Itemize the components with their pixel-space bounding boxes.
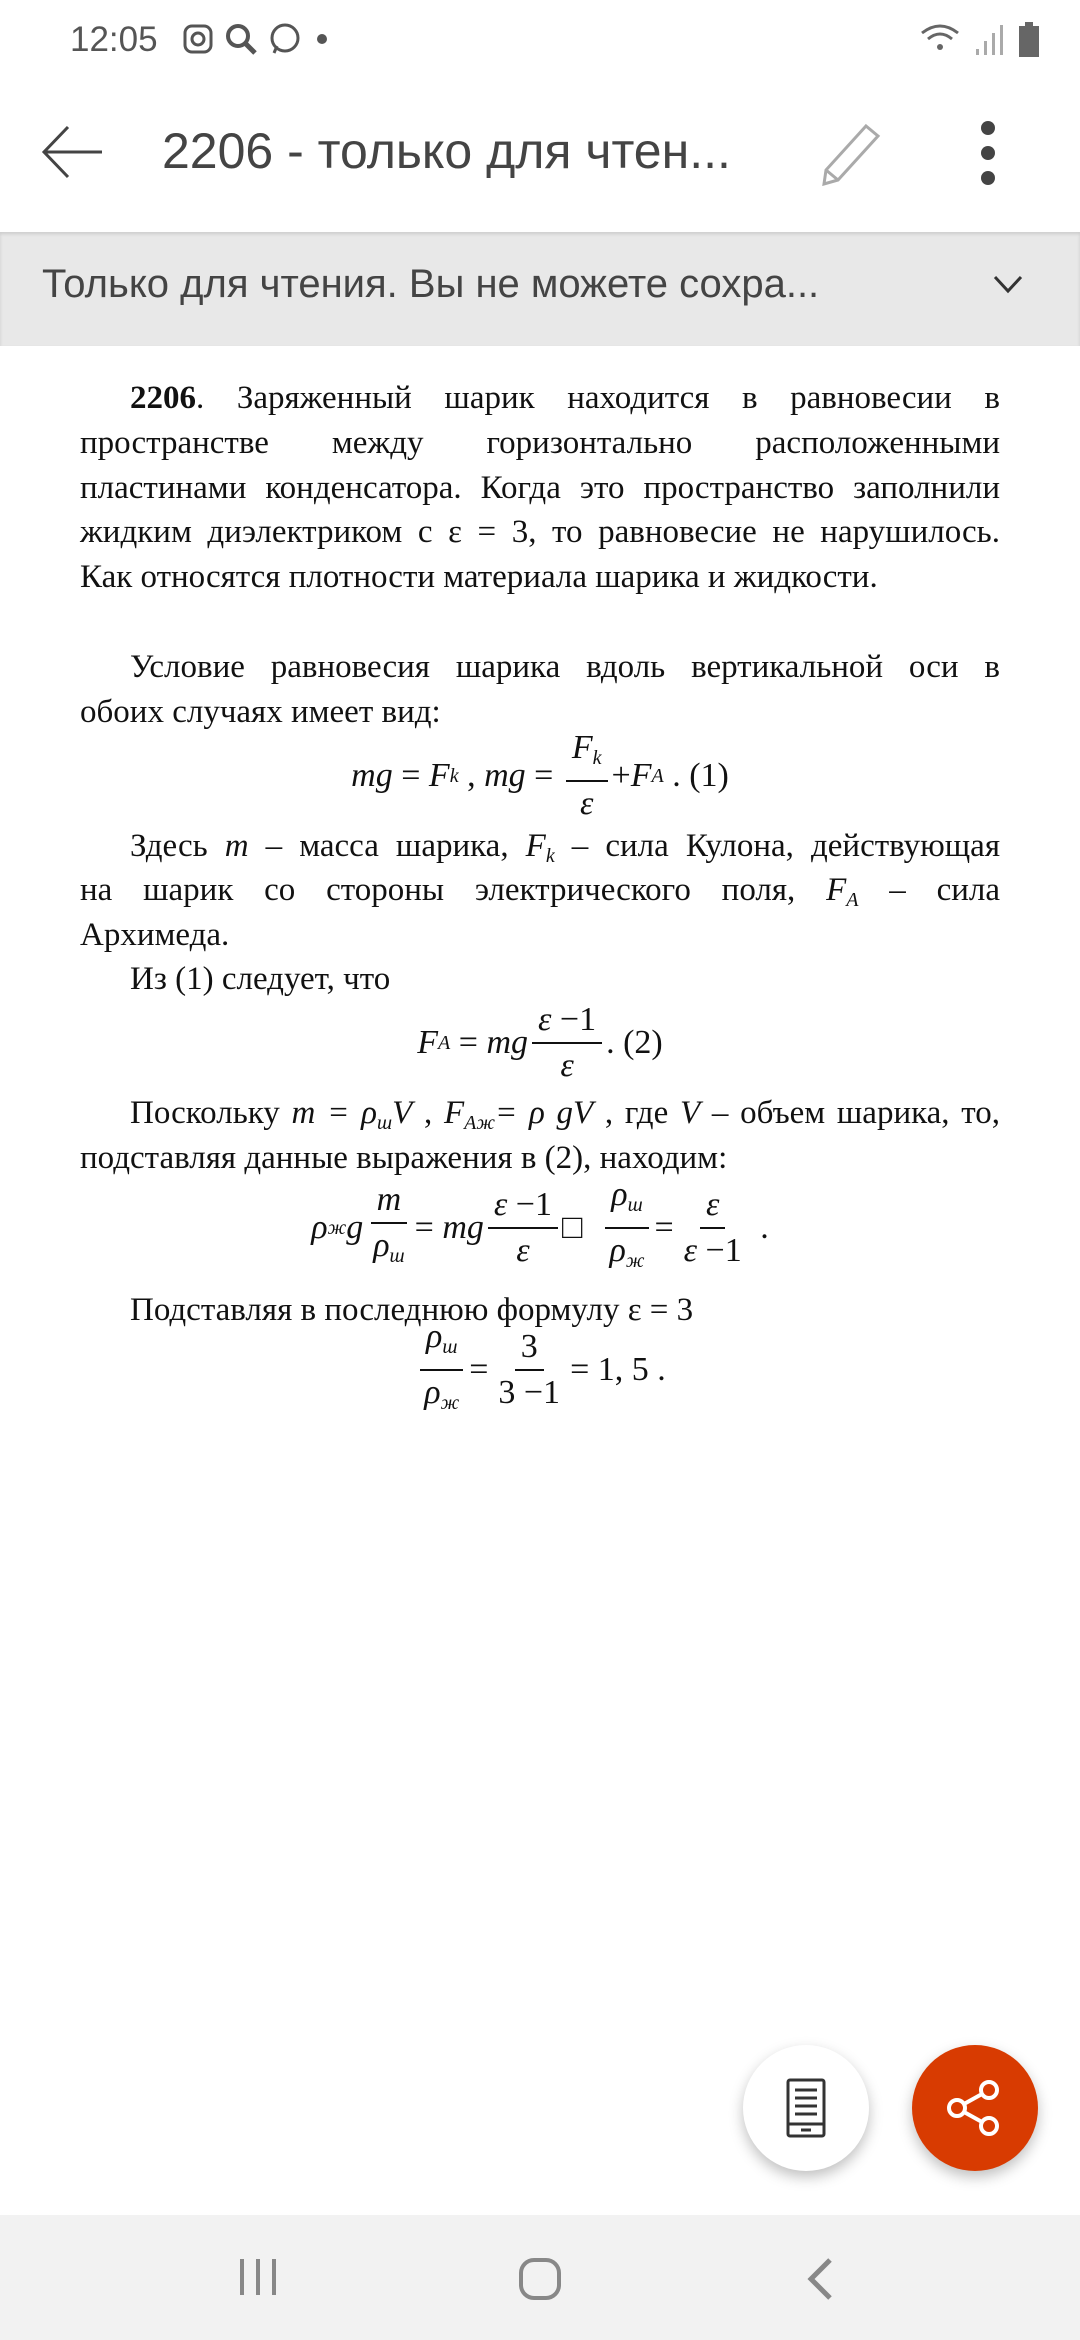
notification-dot-icon	[312, 29, 332, 49]
text-run: ε	[579, 785, 594, 822]
text-run: жидким диэлектриком с ε = 3, то равновесие не нарушилось.	[80, 514, 1000, 550]
text-run: V	[392, 1095, 413, 1131]
mobile-view-icon	[786, 2078, 826, 2138]
back-arrow-icon[interactable]	[40, 125, 104, 179]
denominator	[510, 1229, 535, 1271]
text-run: ,	[412, 1095, 444, 1131]
text-run: =	[654, 1209, 674, 1246]
recent-apps-button[interactable]	[238, 2257, 278, 2302]
text-run: на шарик со стороны электрического поля,	[80, 872, 827, 908]
denominator	[604, 1229, 651, 1281]
text-run: – сила Кулона, действующая	[554, 828, 1000, 864]
text-run: 2206	[130, 380, 196, 416]
text-run: +	[611, 757, 631, 794]
text-run: . (2)	[606, 1024, 663, 1061]
wifi-icon	[920, 23, 960, 57]
system-back-icon	[806, 2257, 834, 2301]
denominator	[678, 1229, 748, 1271]
text-run: .	[751, 1209, 769, 1246]
text-run: = ρ g	[494, 1095, 574, 1131]
search-icon	[224, 22, 258, 56]
text-run: Подставляя в последнюю формулу ε = 3	[130, 1292, 694, 1328]
fraction	[532, 1000, 602, 1086]
fraction	[367, 1180, 410, 1276]
text-run: =	[450, 1024, 487, 1061]
more-options-icon[interactable]	[980, 120, 996, 186]
fraction	[418, 1317, 465, 1423]
text-run: ρ	[426, 1318, 443, 1355]
text-line	[80, 510, 1000, 555]
denominator	[418, 1371, 465, 1423]
text-run: ρ	[424, 1374, 441, 1411]
text-run: Из (1) следует, что	[130, 961, 391, 997]
text-run: F	[525, 828, 546, 864]
denominator	[492, 1371, 566, 1413]
text-run: 3 −1	[498, 1374, 561, 1411]
text-run: ρ	[373, 1227, 390, 1264]
text-run: Условие равновесия шарика вдоль вертикальной оси в	[130, 649, 1000, 685]
text-run: – сила	[858, 872, 1001, 908]
text-run: V	[573, 1095, 594, 1131]
text-run: =	[392, 757, 429, 794]
recent-apps-icon	[238, 2257, 278, 2297]
subscript: ш	[376, 1112, 393, 1134]
text-run: g	[346, 1209, 364, 1246]
text-run: −1	[551, 1001, 597, 1038]
text-run: mg	[351, 757, 393, 794]
text-run: m = ρ	[291, 1095, 377, 1131]
text-run: mg	[484, 757, 526, 794]
fraction	[604, 1175, 651, 1281]
chevron-down-icon[interactable]	[993, 274, 1023, 294]
subscript: k	[592, 747, 602, 769]
numerator	[700, 1185, 725, 1229]
banner-text: Только для чтения. Вы не можете сохра...	[42, 262, 820, 306]
app-bar	[0, 80, 1080, 232]
text-run: □	[561, 1209, 600, 1246]
text-run: . (1)	[663, 757, 729, 794]
formula	[0, 1000, 1080, 1086]
text-run: mg	[442, 1209, 484, 1246]
numerator	[605, 1175, 648, 1229]
text-run: =	[414, 1209, 443, 1246]
numerator	[488, 1185, 558, 1229]
document-title: 2206 - только для чтен...	[162, 123, 731, 179]
subscript: ш	[627, 1194, 643, 1216]
text-run: −1	[697, 1232, 742, 1269]
text-run: ,	[458, 757, 485, 794]
text-run: Здесь	[130, 828, 225, 864]
text-run: – масса шарика,	[248, 828, 526, 864]
text-run: подставляя данные выражения в (2), находим:	[80, 1140, 728, 1176]
status-bar	[0, 0, 1080, 80]
text-run: m	[224, 828, 249, 864]
subscript: k	[545, 845, 555, 867]
signal-icon	[974, 23, 1004, 57]
text-line	[80, 421, 1000, 466]
instagram-icon	[182, 23, 214, 55]
numerator	[515, 1327, 544, 1371]
share-icon	[945, 2078, 1005, 2138]
subscript: ш	[389, 1245, 405, 1267]
text-line	[80, 645, 1000, 690]
numerator	[420, 1317, 463, 1371]
home-button[interactable]	[518, 2257, 562, 2306]
formula	[0, 728, 1080, 824]
text-run: – объем шарика, то,	[700, 1095, 1001, 1131]
text-run: Как относятся плотности материала шарика и жидкости.	[80, 559, 878, 595]
fraction	[492, 1327, 566, 1413]
text-run: пластинами конденсатора. Когда это пространство заполнили	[80, 470, 1000, 506]
fraction	[488, 1185, 558, 1271]
text-run: ε	[705, 1186, 720, 1223]
text-run: ε	[683, 1232, 698, 1269]
text-run: ρ	[609, 1232, 626, 1269]
denominator	[367, 1224, 410, 1276]
home-icon	[518, 2257, 562, 2301]
text-run: F	[826, 872, 847, 908]
subscript: ж	[327, 1216, 347, 1239]
system-back-button[interactable]	[806, 2257, 834, 2306]
numerator	[532, 1000, 602, 1044]
text-run: , где	[593, 1095, 680, 1131]
formula	[0, 1317, 1080, 1423]
text-run: ε	[560, 1047, 574, 1084]
subscript: Aж	[464, 1112, 495, 1134]
denominator	[574, 782, 599, 824]
text-line	[80, 868, 1000, 913]
whatsapp-icon	[268, 22, 302, 56]
text-run: mg	[486, 1024, 528, 1061]
edit-pencil-icon[interactable]	[818, 122, 882, 186]
subscript: ж	[440, 1392, 460, 1414]
text-run: F	[571, 729, 593, 766]
system-nav-bar	[0, 2215, 1080, 2340]
text-run: =	[525, 757, 562, 794]
text-line	[80, 824, 1000, 869]
text-run: ε	[493, 1186, 508, 1223]
text-run: = 1, 5 .	[570, 1351, 666, 1388]
text-line	[80, 376, 1000, 421]
text-run: F	[630, 757, 652, 794]
text-run: 3	[520, 1328, 538, 1365]
numerator	[566, 728, 608, 782]
text-run: F	[428, 757, 450, 794]
subscript: A	[846, 889, 859, 911]
text-run: F	[417, 1024, 439, 1061]
subscript: ж	[625, 1250, 645, 1272]
fraction	[678, 1185, 748, 1271]
text-run: ρ	[611, 1176, 628, 1213]
text-run: ε	[516, 1232, 530, 1269]
subscript: ш	[442, 1336, 458, 1358]
text-run: V	[679, 1095, 701, 1131]
subscript: A	[438, 1031, 451, 1054]
text-line	[80, 957, 1000, 1002]
status-time: 12:05	[70, 20, 158, 59]
text-line	[80, 913, 1000, 958]
formula	[0, 1175, 1080, 1281]
text-run: Архимеда.	[80, 917, 230, 953]
text-run: −1	[507, 1186, 552, 1223]
numerator	[371, 1180, 408, 1224]
denominator	[554, 1044, 579, 1086]
text-line	[80, 466, 1000, 511]
text-run: F	[443, 1095, 465, 1131]
text-run: . Заряженный шарик находится в равновесии в	[196, 380, 1000, 416]
read-only-banner[interactable]	[0, 232, 1080, 346]
subscript: A	[651, 764, 664, 787]
text-run: Поскольку	[130, 1095, 292, 1131]
text-run: пространстве между горизонтально расположенными	[80, 425, 1000, 461]
text-run: =	[469, 1351, 489, 1388]
fraction	[566, 728, 608, 824]
text-run: ρ	[311, 1209, 328, 1246]
reading-view-button[interactable]	[743, 2045, 869, 2171]
subscript: k	[449, 764, 459, 787]
text-run: m	[376, 1181, 402, 1218]
text-line	[80, 555, 1000, 600]
text-run: ε	[538, 1001, 552, 1038]
text-run: обоих случаях имеет вид:	[80, 694, 441, 730]
text-line	[80, 1091, 1000, 1136]
battery-icon	[1018, 22, 1040, 58]
share-button[interactable]	[912, 2045, 1038, 2171]
